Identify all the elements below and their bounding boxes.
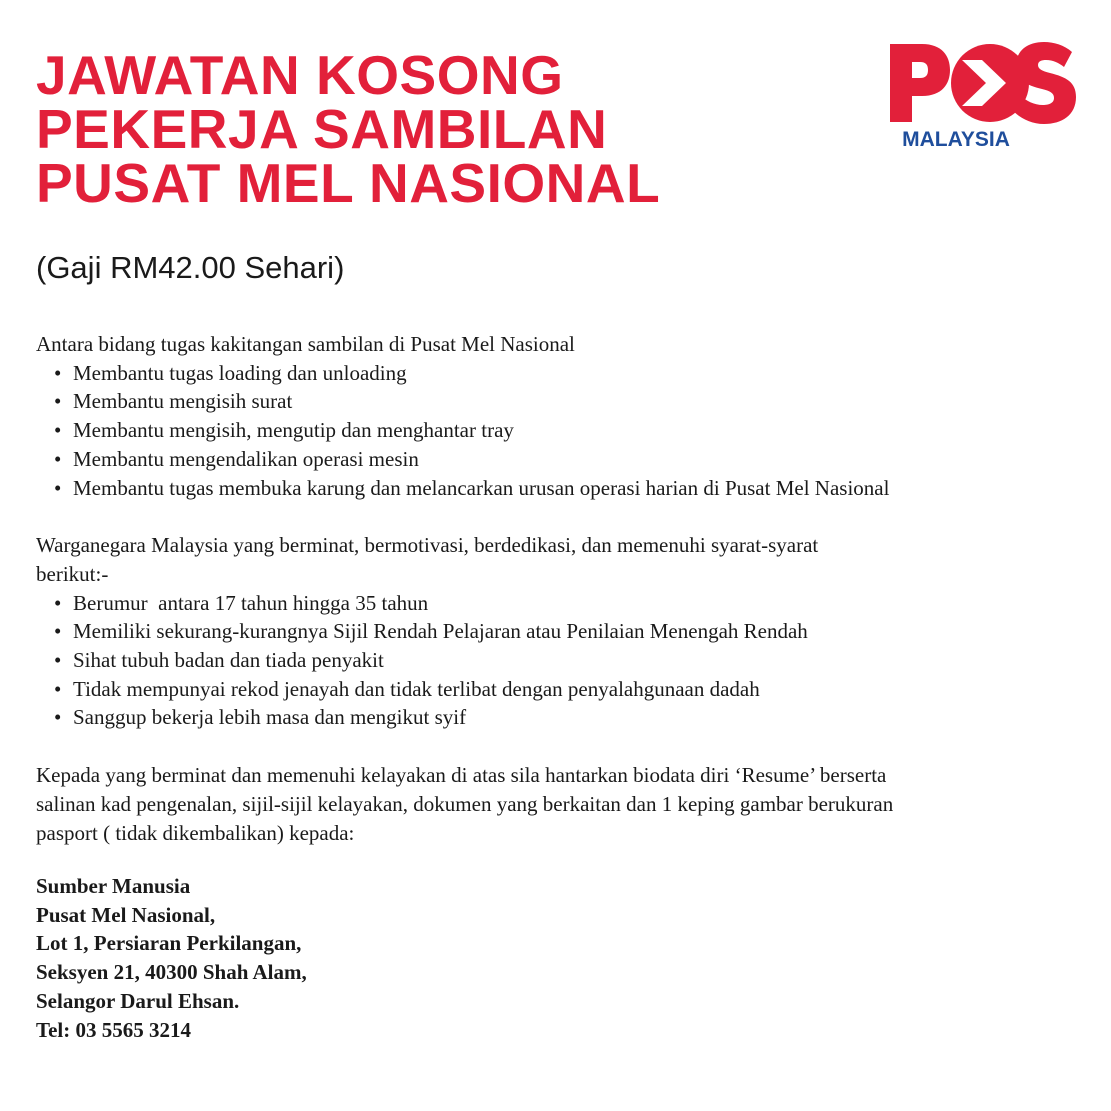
requirements-intro-line-1: Warganegara Malaysia yang berminat, bermotivasi, berdedikasi, dan memenuhi syarat-syarat: [36, 533, 819, 558]
list-item: • Berumur antara 17 tahun hingga 35 tahun: [54, 589, 1086, 618]
body-text: [36, 330, 1086, 847]
application-line-3: pasport ( tidak dikembalikan) kepada:: [36, 820, 355, 845]
logo-letter-p: [890, 44, 950, 122]
address-line: Selangor Darul Ehsan.: [36, 988, 240, 1013]
duties-intro: Antara bidang tugas kakitangan sambilan di Pusat Mel Nasional: [36, 332, 575, 356]
list-item: • Tidak mempunyai rekod jenayah dan tidak terlibat dengan penyalahgunaan dadah: [54, 675, 1086, 704]
mailing-address: [36, 872, 307, 1044]
headline: [36, 44, 836, 214]
list-item: • Membantu tugas membuka karung dan melancarkan urusan operasi harian di Pusat Mel Nasional: [54, 474, 1086, 503]
headline-line-3: PUSAT MEL NASIONAL: [36, 152, 661, 214]
address-line: Lot 1, Persiaran Perkilangan,: [36, 931, 302, 956]
list-item: • Membantu mengisih surat: [54, 387, 1086, 416]
phone-number: Tel: 03 5565 3214: [36, 1017, 191, 1042]
list-item: • Membantu mengendalikan operasi mesin: [54, 445, 1086, 474]
address-line: Seksyen 21, 40300 Shah Alam,: [36, 960, 307, 985]
list-item: • Memiliki sekurang-kurangnya Sijil Rendah Pelajaran atau Penilaian Menengah Rendah: [54, 617, 1086, 646]
application-line-1: Kepada yang berminat dan memenuhi kelayakan di atas sila hantarkan biodata diri ‘Resume’ berserta: [36, 763, 887, 788]
application-line-2: salinan kad pengenalan, sijil-sijil kelayakan, dokumen yang berkaitan dan 1 keping gambar berukuran: [36, 791, 894, 816]
list-item: • Sihat tubuh badan dan tiada penyakit: [54, 646, 1086, 675]
list-item: • Membantu tugas loading dan unloading: [54, 359, 1086, 388]
list-item: • Sanggup bekerja lebih masa dan mengikut syif: [54, 703, 1086, 732]
address-line: Pusat Mel Nasional,: [36, 902, 216, 927]
list-item: • Membantu mengisih, mengutip dan menghantar tray: [54, 416, 1086, 445]
requirements-intro-line-2: berikut:-: [36, 561, 109, 586]
logo-country-text: MALAYSIA: [902, 128, 1010, 150]
headline-line-1: JAWATAN KOSONG: [36, 44, 564, 106]
duties-list: [36, 359, 1086, 503]
address-line: Sumber Manusia: [36, 874, 191, 898]
requirements-list: [36, 589, 1086, 733]
headline-line-2: PEKERJA SAMBILAN: [36, 98, 608, 160]
pos-malaysia-logo: [886, 38, 1078, 150]
salary-text: (Gaji RM42.00 Sehari): [36, 250, 345, 285]
